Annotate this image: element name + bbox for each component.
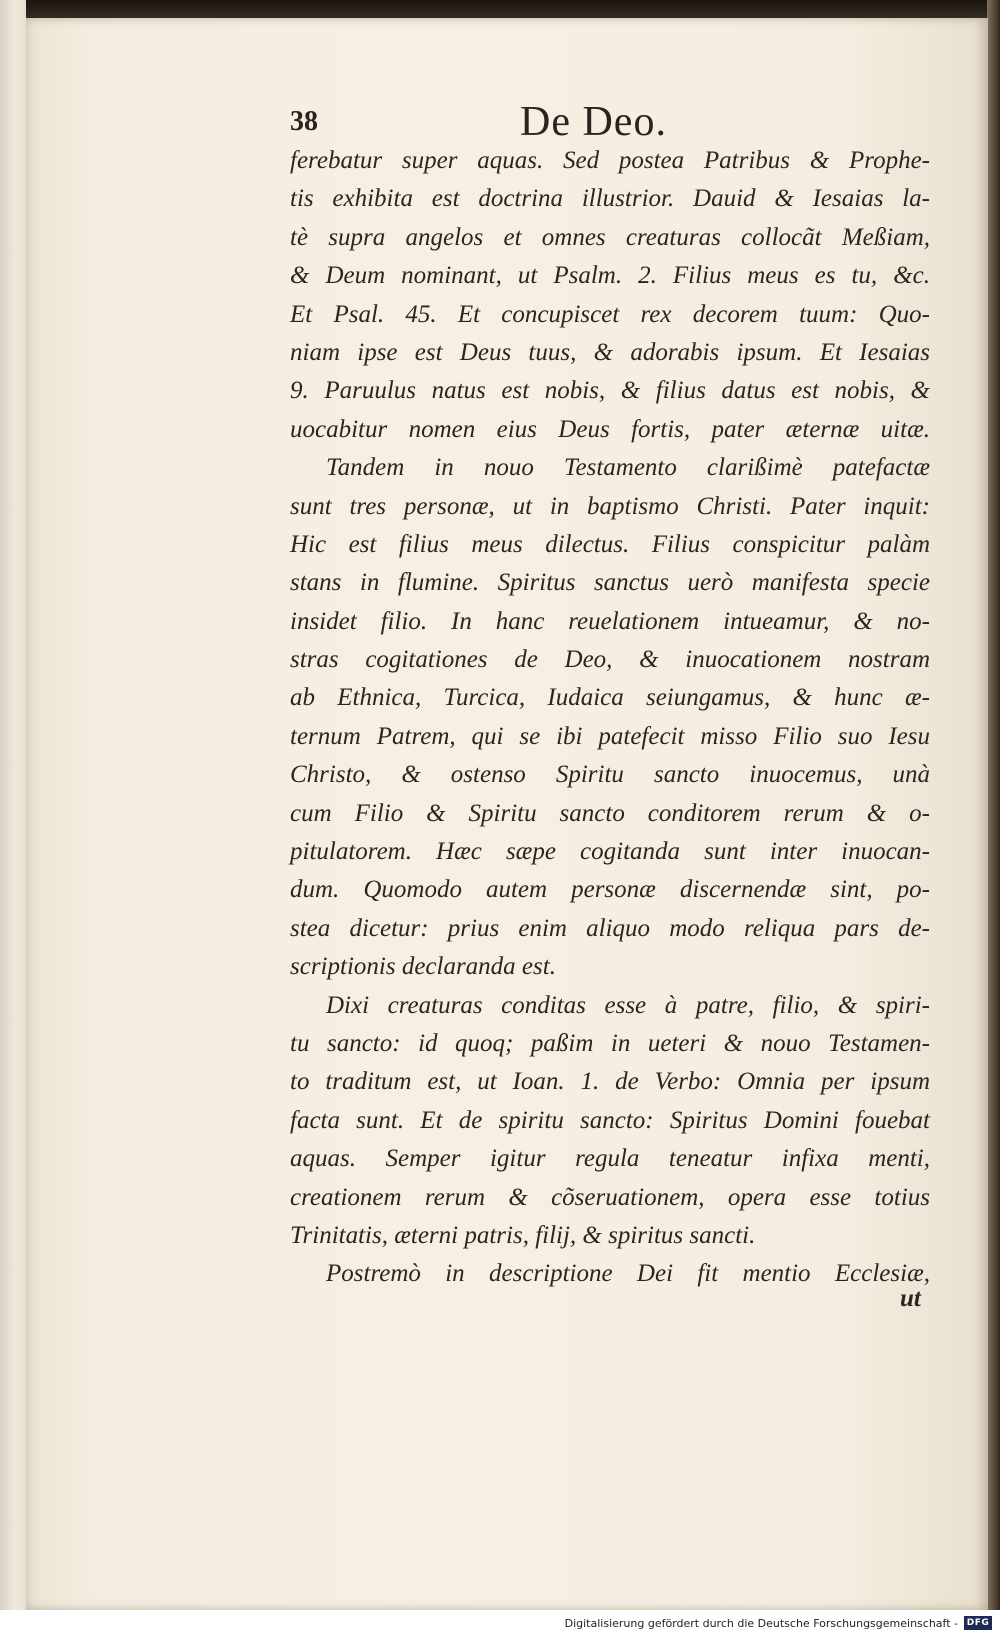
- text-line: sunt tres personæ, ut in baptismo Christi. Pater inquit:: [290, 492, 930, 520]
- running-title: De Deo.: [520, 99, 667, 145]
- text-line: aquas. Semper igitur regula teneatur infixa menti,: [290, 1145, 930, 1173]
- footer-bar: [0, 1610, 1000, 1638]
- text-line: ab Ethnica, Turcica, Iudaica seiungamus, & hunc æ-: [290, 684, 930, 712]
- page-header: [290, 99, 690, 145]
- text-line: uocabitur nomen eius Deus fortis, pater æternæ uitæ.: [290, 415, 930, 443]
- page-left-edge: [0, 0, 26, 1610]
- text-line: Christo, & ostenso Spiritu sancto inuocemus, unà: [290, 761, 930, 789]
- text-line: & Deum nominant, ut Psalm. 2. Filius meus es tu, &c.: [290, 262, 930, 290]
- book-spine-edge: [987, 0, 1000, 1610]
- text-line: to traditum est, ut Ioan. 1. de Verbo: Omnia per ipsum: [290, 1068, 930, 1096]
- footer-credit: Digitalisierung gefördert durch die Deutsche Forschungsgemeinschaft -: [564, 1617, 958, 1630]
- text-line: pitulatorem. Hæc sæpe cogitanda sunt inter inuocan-: [290, 838, 930, 866]
- text-line: 9. Paruulus natus est nobis, & filius datus est nobis, &: [290, 377, 930, 405]
- text-line: dum. Quomodo autem personæ discernendæ sint, po-: [290, 876, 930, 904]
- text-line: stras cogitationes de Deo, & inuocationem nostram: [290, 646, 930, 674]
- text-line: insidet filio. In hanc reuelationem intueamur, & no-: [290, 607, 930, 635]
- dfg-logo: DFG: [964, 1616, 992, 1630]
- text-line: tis exhibita est doctrina illustrior. Dauid & Iesaias la-: [290, 185, 930, 213]
- text-line: tu sancto: id quoq; paßim in ueteri & nouo Testamen-: [290, 1029, 930, 1057]
- page-number: 38: [290, 106, 318, 137]
- text-line: Et Psal. 45. Et concupiscet rex decorem tuum: Quo-: [290, 300, 930, 328]
- text-line: Hic est filius meus dilectus. Filius conspicitur palàm: [290, 530, 930, 558]
- catchword: ut: [900, 1285, 921, 1312]
- text-line: stea dicetur: prius enim aliquo modo reliqua pars de-: [290, 914, 930, 942]
- body-text: [290, 142, 930, 1294]
- text-line: stans in flumine. Spiritus sanctus uerò manifesta specie: [290, 569, 930, 597]
- text-line: cum Filio & Spiritu sancto conditorem rerum & o-: [290, 799, 930, 827]
- text-line: ternum Patrem, qui se ibi patefecit misso Filio suo Iesu: [290, 722, 930, 750]
- text-line: Trinitatis, æterni patris, filij, & spiritus sancti.: [290, 1221, 756, 1249]
- text-line: scriptionis declaranda est.: [290, 953, 556, 981]
- text-line: tè supra angelos et omnes creaturas collocãt Meßiam,: [290, 223, 930, 251]
- text-line: ferebatur super aquas. Sed postea Patribus & Prophe-: [290, 147, 930, 174]
- text-line: facta sunt. Et de spiritu sancto: Spiritus Domini fouebat: [290, 1106, 930, 1134]
- text-line: Dixi creaturas conditas esse à patre, filio, & spiri-: [326, 991, 930, 1019]
- text-line: niam ipse est Deus tuus, & adorabis ipsum. Et Iesaias: [290, 338, 930, 366]
- text-line: Postremò in descriptione Dei fit mentio Ecclesiæ,: [326, 1260, 930, 1288]
- text-line: creationem rerum & cõseruationem, opera esse totius: [290, 1183, 930, 1211]
- text-line: Tandem in nouo Testamento clarißimè patefactæ: [326, 454, 930, 482]
